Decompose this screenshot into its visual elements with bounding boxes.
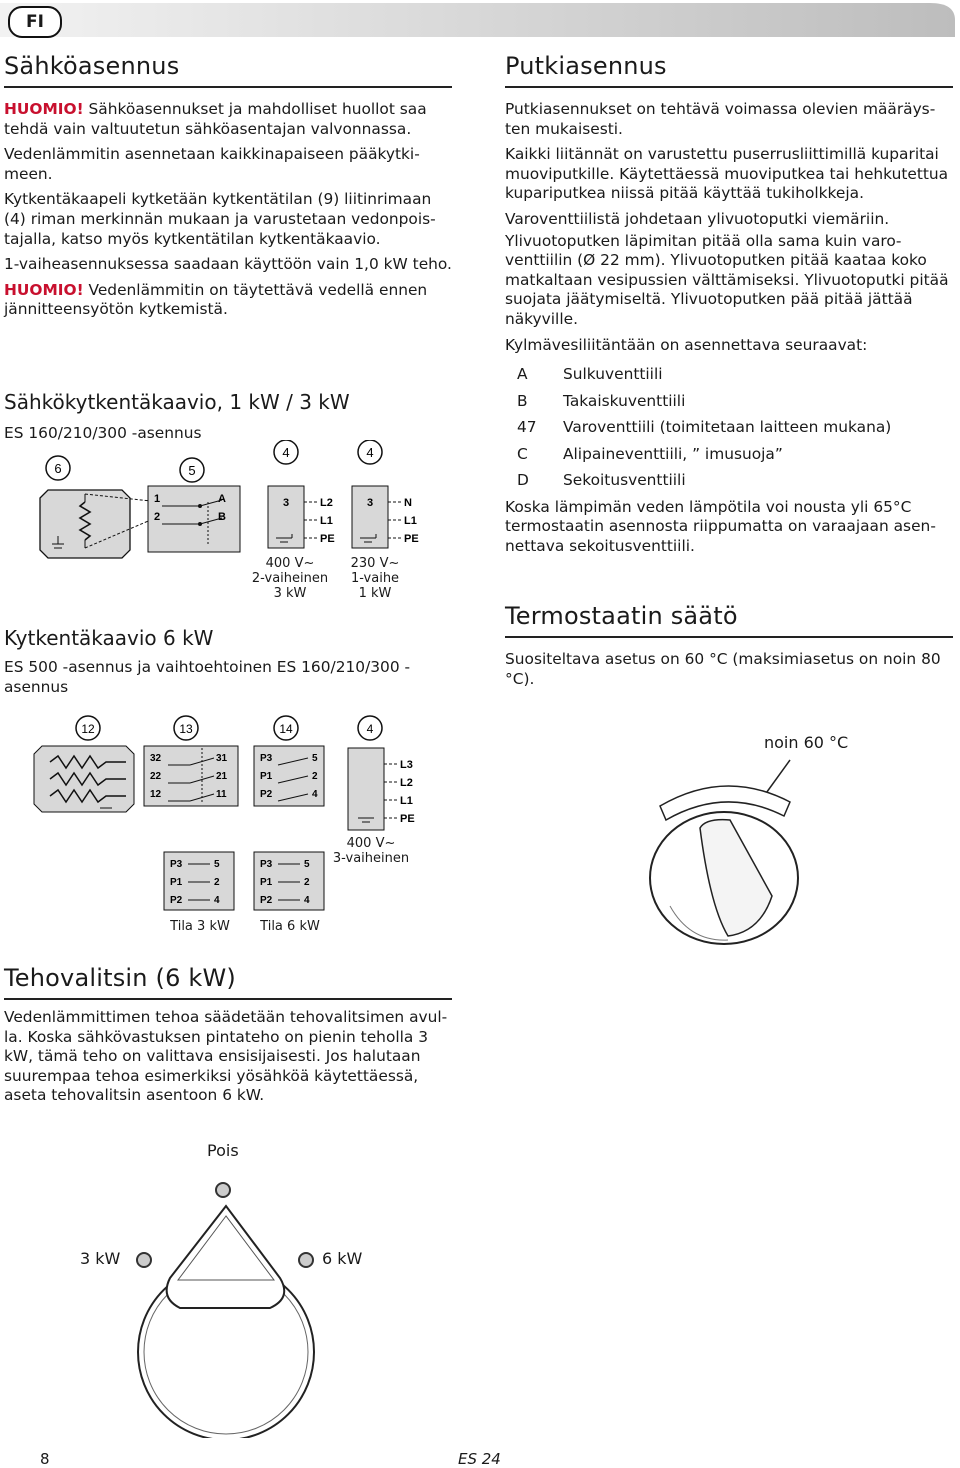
terminal-31: 31 xyxy=(216,753,228,764)
section-termostaatti xyxy=(505,602,953,695)
model-name: ES 24 xyxy=(458,1450,501,1468)
callout-14: 14 xyxy=(279,722,293,736)
paragraph-termostaatti: Suositeltava asetus on 60 °C (maksimiasetus on noin 80 °C). xyxy=(505,650,941,688)
label-L1-right: L1 xyxy=(404,515,417,527)
language-badge: FI xyxy=(8,6,62,38)
paragraph-putki-3: Varoventtiilistä johdetaan ylivuotoputki viemäriin. xyxy=(505,209,890,228)
thermostat-knob-illustration xyxy=(640,756,810,946)
svg-text:P2: P2 xyxy=(260,895,273,906)
label-3kw: 3 kW xyxy=(80,1249,121,1268)
svg-text:2: 2 xyxy=(304,877,310,888)
label-pois: Pois xyxy=(207,1141,239,1160)
list-item: A Sulkuventtiili xyxy=(517,365,663,384)
caption-tila-6kw: Tila 6 kW xyxy=(260,919,320,934)
list-item: C Alipaineventtiili, ” imusuoja” xyxy=(517,444,783,463)
list-item: B Takaiskuventtiili xyxy=(517,391,686,410)
caption-400v-2phase: 400 V~ 2-vaiheinen 3 kW xyxy=(251,556,329,601)
terminal-2: 2 xyxy=(154,511,161,523)
paragraph-putki-5: Kylmävesiliitäntään on asennettava seuraavat: xyxy=(505,335,868,354)
label-N: N xyxy=(404,497,412,509)
svg-text:P3: P3 xyxy=(170,859,183,870)
caption-400v-3phase: 400 V~ 3-vaiheinen xyxy=(332,836,410,866)
svg-text:5: 5 xyxy=(304,859,310,870)
terminal-3-left: 3 xyxy=(282,497,290,509)
terminal-12: 12 xyxy=(150,789,162,800)
top-header-bar xyxy=(0,0,960,40)
selector-P2: P2 xyxy=(260,789,273,800)
wiring-diagram-6kw xyxy=(30,712,450,938)
power-selector-knob-illustration xyxy=(130,1168,330,1438)
svg-text:4: 4 xyxy=(214,895,220,906)
label-PE-6kw: PE xyxy=(400,813,415,825)
label-PE-left: PE xyxy=(320,533,335,545)
label-L1-6kw: L1 xyxy=(400,795,413,807)
paragraph-2: Vedenlämmitin asennetaan kaikkinapaiseen pääkytkimeen. xyxy=(4,145,420,183)
paragraph-putki-1: Putkiasennukset on tehtävä voimassa olevien määräysten mukaisesti. xyxy=(505,100,936,138)
terminal-1: 1 xyxy=(154,493,161,505)
terminal-21: 21 xyxy=(216,771,228,782)
diagram1-subtitle: ES 160/210/300 -asennus xyxy=(4,424,202,442)
caption-tila-3kw: Tila 3 kW xyxy=(170,919,230,934)
terminal-11: 11 xyxy=(216,789,227,800)
list-item: 47 Varoventtiili (toimitetaan laitteen mukana) xyxy=(517,418,892,437)
label-L2: L2 xyxy=(320,497,333,509)
terminal-A: A xyxy=(218,493,226,505)
valve-list xyxy=(505,361,953,494)
section-title-putkiasennus: Putkiasennus xyxy=(505,52,953,88)
caption-230v-1phase: 230 V~ 1-vaihe 1 kW xyxy=(350,556,400,601)
terminal-B: B xyxy=(218,511,226,523)
section-putkiasennus xyxy=(505,52,953,562)
selector-P1: P1 xyxy=(260,771,273,782)
section-tehovalitsin xyxy=(4,964,452,1112)
section-sahkoasennus xyxy=(4,52,452,326)
callout-4-right: 4 xyxy=(366,445,374,460)
list-item: D Sekoitusventtiili xyxy=(517,471,686,490)
svg-text:2: 2 xyxy=(214,877,220,888)
paragraph-warning-1: HUOMIO! Sähköasennukset ja mahdolliset huollot saa tehdä vain valtuutetun sähköasentajan valvonnassa. xyxy=(4,100,427,138)
selector-P3: P3 xyxy=(260,753,273,764)
paragraph-tehovalitsin: Vedenlämmittimen tehoa säädetään tehovalitsimen avulla. Koska sähkövastuksen pintateho on pienin teholla 3 kW, tämä teho on valittava ensisijaisesti. Jos halutaan suurempaa tehoa esimerkiksi yösähköä käytettäessä, aseta tehovalitsin asentoon 6 kW. xyxy=(4,1008,448,1105)
label-L2-6kw: L2 xyxy=(400,777,413,789)
svg-text:5: 5 xyxy=(214,859,220,870)
paragraph-3: Kytkentäkaapeli kytketään kytkentätilan (9) liitinrimaan (4) riman merkinnän mukaan ja varustetaan vedonpoistajalla, katso myös kytkentätilan kytkentäkaavio. xyxy=(4,190,436,248)
section-title-termostaatti: Termostaatin säätö xyxy=(505,602,953,638)
selector-4: 4 xyxy=(312,789,318,800)
label-6kw: 6 kW xyxy=(322,1249,363,1268)
svg-text:P1: P1 xyxy=(260,877,273,888)
section-title-tehovalitsin: Tehovalitsin (6 kW) xyxy=(4,964,452,1000)
callout-6: 6 xyxy=(54,461,62,476)
page-number: 8 xyxy=(40,1450,50,1468)
label-L1-left: L1 xyxy=(320,515,333,527)
callout-12: 12 xyxy=(81,722,95,736)
paragraph-putki-6: Koska lämpimän veden lämpötila voi nousta yli 65°C termostaatin asennosta riippumatta on varaajaan asennettava sekoitusventtiili. xyxy=(505,497,936,555)
diagram2-header xyxy=(4,626,434,703)
svg-text:P1: P1 xyxy=(170,877,183,888)
callout-13: 13 xyxy=(179,722,193,736)
selector-5: 5 xyxy=(312,753,318,764)
label-L3-6kw: L3 xyxy=(400,759,413,771)
diagram1-title: Sähkökytkentäkaavio, 1 kW / 3 kW xyxy=(4,390,350,414)
paragraph-warning-2: HUOMIO! Vedenlämmitin on täytettävä vedellä ennen jännitteensyötön kytkemistä. xyxy=(4,280,428,319)
diagram2-subtitle: ES 500 -asennus ja vaihtoehtoinen ES 160/210/300 -asennus xyxy=(4,658,411,696)
terminal-3-right: 3 xyxy=(366,497,374,509)
paragraph-putki-2: Kaikki liitännät on varustettu puserrusliittimillä kuparitai muoviputkille. Käytettäessä muoviputkea tai hehkutettua kupariputkea niissä pitää käyttää tukiholkkeja. xyxy=(505,145,949,203)
section-title-sahkoasennus: Sähköasennus xyxy=(4,52,452,88)
svg-text:P2: P2 xyxy=(170,895,183,906)
diagram2-title: Kytkentäkaavio 6 kW xyxy=(4,626,214,650)
label-noin-60: noin 60 °C xyxy=(764,733,849,752)
svg-text:P3: P3 xyxy=(260,859,273,870)
paragraph-4: 1-vaiheasennuksessa saadaan käyttöön vain 1,0 kW teho. xyxy=(4,255,452,274)
paragraph-putki-4: Ylivuotoputken läpimitan pitää olla sama kuin varoventtiilin (Ø 22 mm). Ylivuotoputken pitää kaataa koko matkaltaan vesipussien välttämiseksi. Ylivuotoputki pitää suojata jäätymiseltä. Ylivuotoputken pää pitää jättää näkyville. xyxy=(505,231,949,328)
callout-4-left: 4 xyxy=(282,445,290,460)
callout-5: 5 xyxy=(188,463,196,478)
callout-4-6kw: 4 xyxy=(366,722,374,736)
label-PE-right: PE xyxy=(404,533,419,545)
terminal-22: 22 xyxy=(150,771,162,782)
terminal-32: 32 xyxy=(150,753,162,764)
svg-text:4: 4 xyxy=(304,895,310,906)
selector-2: 2 xyxy=(312,771,318,782)
